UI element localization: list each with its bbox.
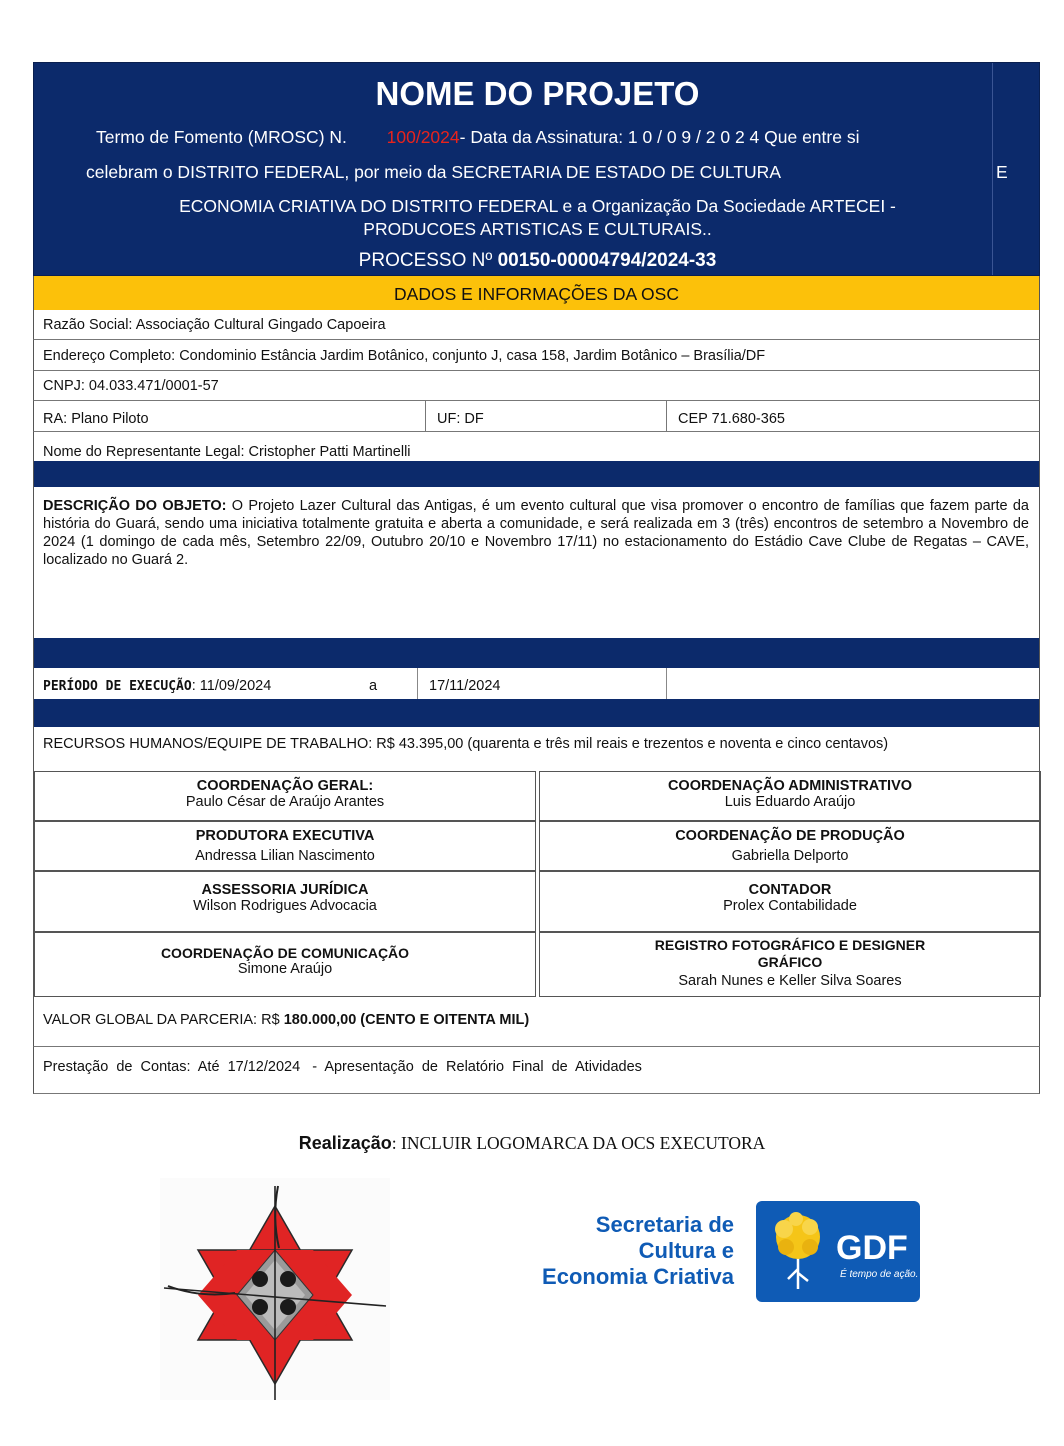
secretaria-line-1: Secretaria de [595,1212,734,1237]
gdf-slogan: É tempo de ação. [840,1269,919,1280]
periodo-start-group [43,678,271,694]
blue-band-2 [33,638,1040,668]
team-role: ASSESSORIA JURÍDICA [201,882,369,898]
realizacao-label: Realização [298,1133,392,1153]
team-name: Gabriella Delporto [731,848,849,864]
termo-date: - Data da Assinatura: 1 0 / 0 9 / 2 0 2 4 Que entre si [459,127,860,147]
secretaria-logo [520,1212,734,1290]
uf-divider [666,401,667,432]
team-role: PRODUTORA EXECUTIVA [195,828,375,844]
team-name: Andressa Lilian Nascimento [195,848,375,864]
team-role: COORDENAÇÃO DE PRODUÇÃO [675,828,905,844]
termo-label: Termo de Fomento (MROSC) N. [96,127,347,147]
periodo-divider-2 [666,668,667,699]
team-role: COORDENAÇÃO DE COMUNICAÇÃO [160,945,410,961]
periodo-start: : 11/09/2024 [191,678,272,694]
gdf-name: GDF [836,1229,908,1267]
prestacao-contas: Prestação de Contas: Até 17/12/2024 - Apresentação de Relatório Final de Atividades [43,1059,642,1075]
objeto-description [43,497,1029,569]
endereco-row [33,340,1040,371]
gdf-logo [756,1201,920,1302]
ra-divider [425,401,426,432]
team-grid [33,771,1040,997]
objeto-row [33,487,1040,638]
periodo-label: PERÍODO DE EXECUÇÃO [43,679,192,694]
team-cell [34,932,536,997]
periodo-divider-1 [417,668,418,699]
team-role: COORDENAÇÃO GERAL: [196,778,374,794]
objeto-label: DESCRIÇÃO DO OBJETO: [43,498,227,514]
representante: Nome do Representante Legal: Cristopher Patti Martinelli [43,444,411,460]
objeto-text: O Projeto Lazer Cultural das Antigas, é um evento cultural que visa promover o encontro de famílias que fazem parte da história do Guará, sendo uma iniciativa totalmente gratuita e aberta a comunidade, e será realizada em 3 (três) encontros de setembro a Novembro de 2024 (1 domingo de cada mês, Setembro 22/09, Outubro 20/10 e Novembro 17/11) no estacionamento do Estádio Cave Clube de Regatas – CAVE, localizado no Guará 2. [43,498,1029,568]
razao-social: Razão Social: Associação Cultural Gingado Capoeira [43,317,386,333]
celebram-e: E [996,162,1008,182]
ipe-tree-icon [766,1209,830,1295]
celebram-line: celebram o DISTRITO FEDERAL, por meio da SECRETARIA DE ESTADO DE CULTURA [86,162,781,182]
valor-row [33,997,1040,1047]
termo-line [96,127,859,148]
team-role: COORDENAÇÃO ADMINISTRATIVO [667,778,913,794]
team-name: Luis Eduardo Araújo [724,794,856,810]
processo-number: 00150-00004794/2024-33 [497,250,717,271]
periodo-row [33,668,1040,699]
osc-section-title: DADOS E INFORMAÇÕES DA OSC [33,276,1040,310]
team-cell [539,932,1041,997]
valor-label: VALOR GLOBAL DA PARCERIA: R$ [43,1012,284,1028]
secretaria-line-2: Cultura e [638,1238,734,1263]
team-cell [34,821,536,871]
cep: CEP 71.680-365 [678,411,785,427]
valor-value: 180.000,00 (CENTO E OITENTA MIL) [283,1012,530,1028]
team-name: Prolex Contabilidade [723,898,857,914]
blue-band-3 [33,699,1040,727]
recursos-row [33,727,1040,771]
ra: RA: Plano Piloto [43,411,149,427]
team-name: Paulo César de Araújo Arantes [185,794,385,810]
processo-label: PROCESSO Nº [358,250,498,271]
osc-star-logo [160,1178,390,1400]
razao-row [33,310,1040,340]
realizacao-line [0,1133,1064,1154]
team-name: Wilson Rodrigues Advocacia [193,898,377,914]
project-form [33,62,1040,1094]
cnpj: CNPJ: 04.033.471/0001-57 [43,378,219,394]
uf: UF: DF [437,411,484,427]
valor-global [43,1012,529,1028]
team-cell [34,871,536,932]
team-cell [539,771,1041,821]
realizacao-text: : INCLUIR LOGOMARCA DA OCS EXECUTORA [391,1133,766,1153]
prestacao-row [33,1047,1040,1094]
periodo-end: 17/11/2024 [429,678,501,694]
blue-band-1 [33,461,1040,487]
recursos-humanos: RECURSOS HUMANOS/EQUIPE DE TRABALHO: R$ 43.395,00 (quarenta e três mil reais e trezentos e noventa e cinco centavos) [43,736,889,752]
project-header [33,62,1040,276]
endereco: Endereço Completo: Condominio Estância Jardim Botânico, conjunto J, casa 158, Jardim Botânico – Brasília/DF [43,348,766,364]
ra-row [33,401,1040,432]
producoes-line: PRODUCOES ARTISTICAS E CULTURAIS.. [363,219,712,239]
termo-number: 100/2024 [386,127,460,147]
project-title: NOME DO PROJETO [375,75,700,112]
team-name: Sarah Nunes e Keller Silva Soares [678,973,902,989]
team-role: REGISTRO FOTOGRÁFICO E DESIGNER GRÁFICO [654,937,926,970]
team-name: Simone Araújo [237,961,333,977]
team-cell [34,771,536,821]
processo-line [34,250,1041,272]
representante-row [33,432,1040,461]
secretaria-line-3: Economia Criativa [542,1264,734,1289]
periodo-separator: a [369,678,378,694]
cnpj-row [33,371,1040,401]
team-role: CONTADOR [748,882,832,898]
team-cell [539,871,1041,932]
team-cell [539,821,1041,871]
economia-line: ECONOMIA CRIATIVA DO DISTRITO FEDERAL e a Organização Da Sociedade ARTECEI - [179,196,896,216]
